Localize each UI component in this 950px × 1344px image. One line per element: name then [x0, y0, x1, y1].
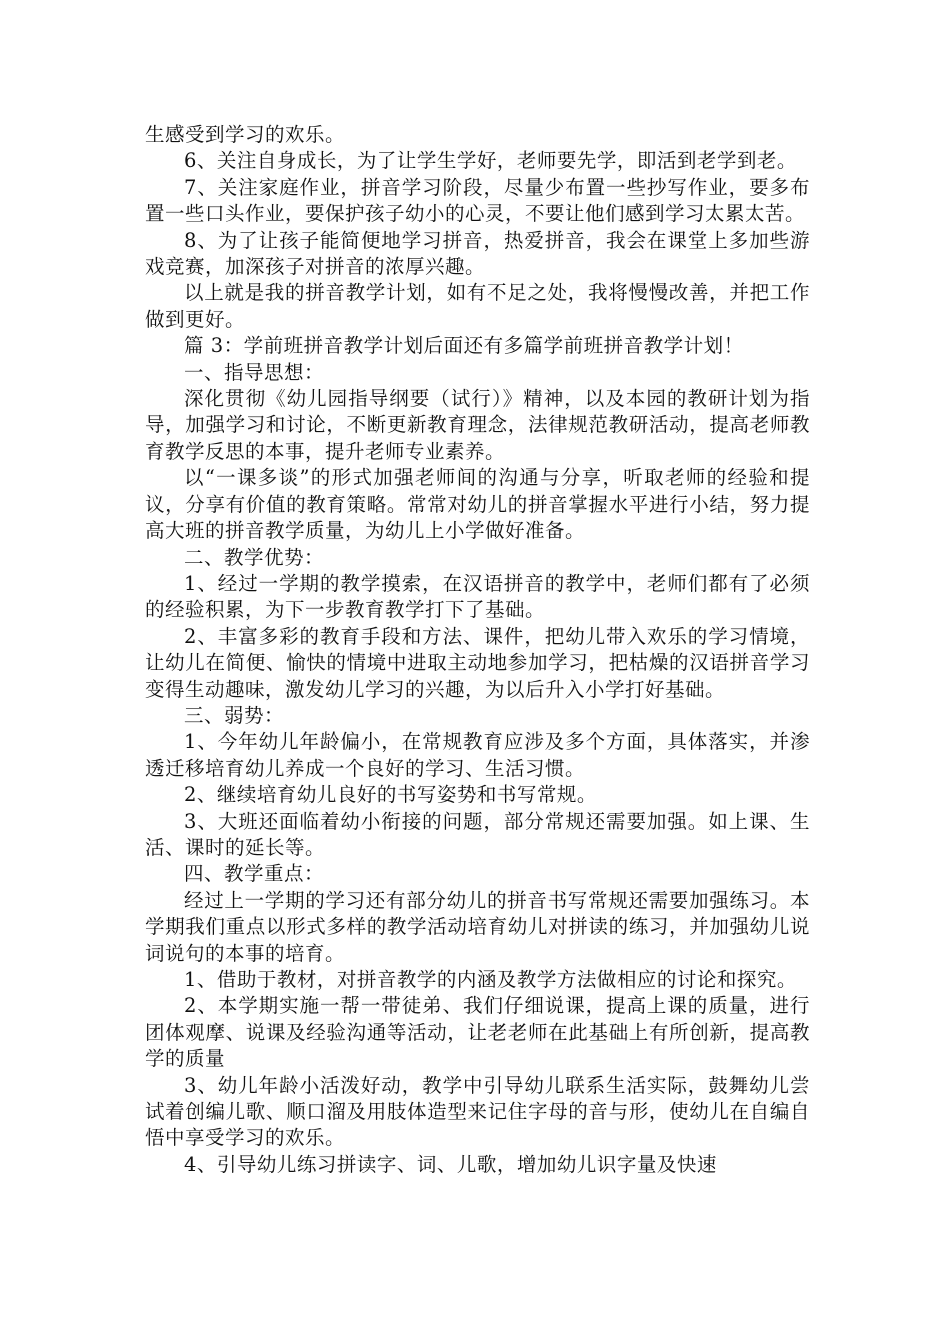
paragraph: 1、借助于教材，对拼音教学的内涵及教学方法做相应的讨论和探究。 — [184, 968, 797, 991]
paragraph: 8、为了让孩子能简便地学习拼音，热爱拼音，我会在课堂上多加些游戏竞赛，加深孩子对拼音的浓厚兴趣。 — [145, 228, 810, 279]
heading: 一、指导思想： — [184, 360, 325, 384]
heading: 三、弱势： — [184, 703, 285, 727]
paragraph: 2、本学期实施一帮一带徒弟、我们仔细说课，提高上课的质量，进行团体观摩、说课及经验沟通等活动，让老老师在此基础上有所创新，提高教学的质量 — [145, 994, 810, 1071]
paragraph: 以“一课多谈”的形式加强老师间的沟通与分享，听取老师的经验和提议，分享有价值的教育策略。常常对幼儿的拼音掌握水平进行小结，努力提高大班的拼音教学质量，为幼儿上小学做好准备。 — [145, 466, 810, 543]
heading: 四、教学重点： — [184, 862, 325, 886]
paragraph: 3、大班还面临着幼小衔接的问题，部分常规还需要加强。如上课、生活、课时的延长等。 — [145, 809, 810, 859]
paragraph: 深化贯彻《幼儿园指导纲要（试行）》精神，以及本园的教研计划为指导，加强学习和讨论，不断更新教育理念，法律规范教研活动，提高老师教育教学反思的本事，提升老师专业素养。 — [145, 387, 810, 463]
paragraph: 4、引导幼儿练习拼读字、词、儿歌，增加幼儿识字量及快速 — [184, 1152, 717, 1176]
paragraph: 2、继续培育幼儿良好的书写姿势和书写常规。 — [184, 783, 597, 807]
paragraph: 1、经过一学期的教学摸索，在汉语拼音的教学中，老师们都有了必须的经验积累，为下一步教育教学打下了基础。 — [145, 571, 810, 622]
section-title: 篇 3：学前班拼音教学计划后面还有多篇学前班拼音教学计划！ — [184, 334, 744, 358]
paragraph: 经过上一学期的学习还有部分幼儿的拼音书写常规还需要加强练习。本学期我们重点以形式多样的教学活动培育幼儿对拼读的练习，并加强幼儿说词说句的本事的培育。 — [145, 888, 810, 965]
paragraph: 1、今年幼儿年龄偏小，在常规教育应涉及多个方面，具体落实，并渗透迁移培育幼儿养成一个良好的学习、生活习惯。 — [145, 730, 810, 780]
paragraph: 生感受到学习的欢乐。 — [145, 123, 346, 146]
document-body — [145, 122, 810, 1178]
paragraph: 2、丰富多彩的教育手段和方法、课件，把幼儿带入欢乐的学习情境，让幼儿在简便、愉快的情境中进取主动地参加学习，把枯燥的汉语拼音学习变得生动趣味，激发幼儿学习的兴趣，为以后升入小学打好基础。 — [145, 624, 810, 701]
heading: 二、教学优势： — [184, 545, 325, 569]
paragraph: 3、幼儿年龄小活泼好动，教学中引导幼儿联系生活实际，鼓舞幼儿尝试着创编儿歌、顺口溜及用肢体造型来记住字母的音与形，使幼儿在自编自悟中享受学习的欢乐。 — [145, 1073, 810, 1150]
paragraph: 以上就是我的拼音教学计划，如有不足之处，我将慢慢改善，并把工作做到更好。 — [145, 281, 810, 331]
paragraph: 6、关注自身成长，为了让学生学好，老师要先学，即活到老学到老。 — [184, 149, 797, 173]
paragraph: 7、关注家庭作业，拼音学习阶段，尽量少布置一些抄写作业，要多布置一些口头作业，要保护孩子幼小的心灵，不要让他们感到学习太累太苦。 — [145, 175, 810, 226]
